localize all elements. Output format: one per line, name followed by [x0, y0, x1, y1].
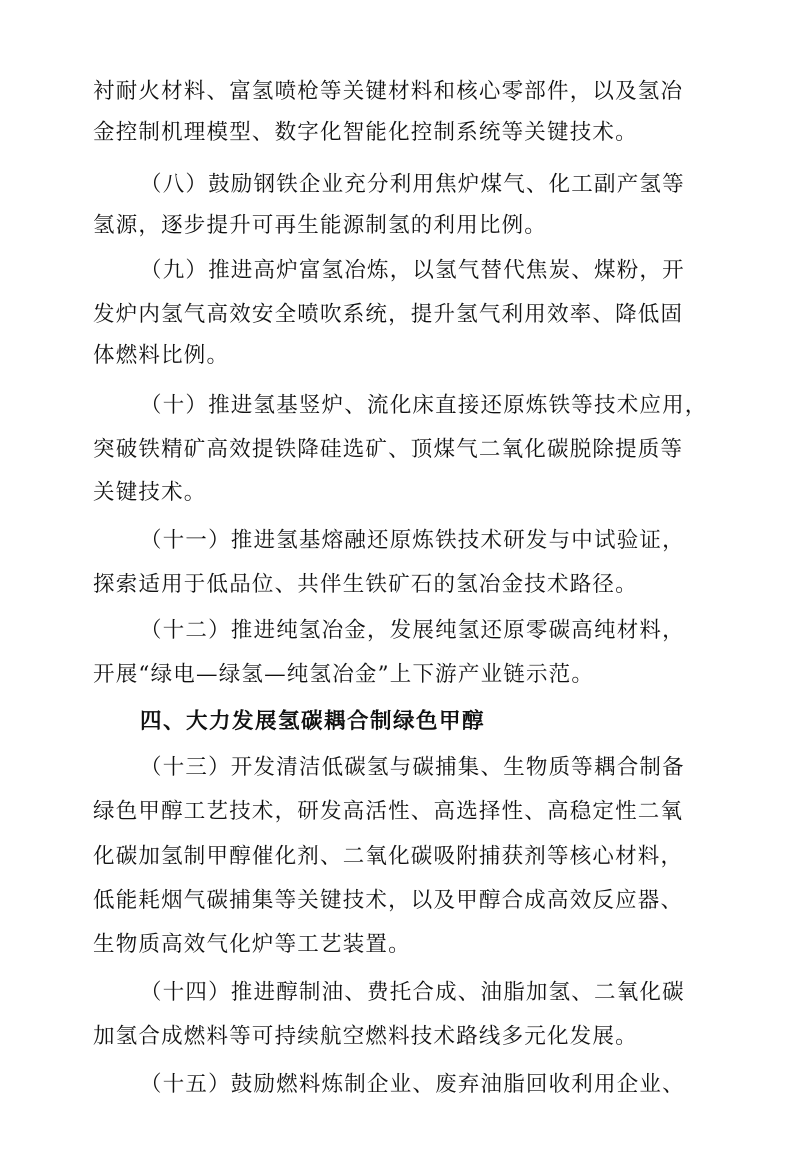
body-text-line: 化碳加氢制甲醇催化剂、二氧化碳吸附捕获剂等核心材料，: [93, 844, 684, 869]
body-text-line: 关键技术。: [93, 480, 207, 505]
paragraph-10-line: （十）推进氢基竖炉、流化床直接还原炼铁等技术应用，: [140, 393, 708, 418]
paragraph-13-line: （十三）开发清洁低碳氢与碳捕集、生物质等耦合制备: [140, 755, 685, 780]
paragraph-14-line: （十四）推进醇制油、费托合成、油脂加氢、二氧化碳: [140, 980, 685, 1005]
body-text-line: 低能耗烟气碳捕集等关键技术，以及甲醇合成高效反应器、: [93, 888, 684, 913]
body-text-line: 绿色甲醇工艺技术，研发高活性、高选择性、高稳定性二氧: [93, 799, 684, 824]
body-text-line: 突破铁精矿高效提铁降硅选矿、顶煤气二氧化碳脱除提质等: [93, 437, 684, 462]
body-text-line: 加氢合成燃料等可持续航空燃料技术路线多元化发展。: [93, 1024, 638, 1049]
paragraph-15-line: （十五）鼓励燃料炼制企业、废弃油脂回收利用企业、: [140, 1072, 685, 1097]
body-text-line: 金控制机理模型、数字化智能化控制系统等关键技术。: [93, 120, 638, 145]
section-heading: 四、大力发展氢碳耦合制绿色甲醇: [140, 709, 486, 734]
body-text-line: 生物质高效气化炉等工艺装置。: [93, 932, 411, 957]
body-text-line: 氢源，逐步提升可再生能源制氢的利用比例。: [93, 213, 548, 238]
paragraph-11-line: （十一）推进氢基熔融还原炼铁技术研发与中试验证，: [140, 528, 685, 553]
body-text-line: 体燃料比例。: [93, 343, 230, 368]
paragraph-12-line: （十二）推进纯氢冶金，发展纯氢还原零碳高纯材料，: [140, 618, 685, 643]
body-text-line: 衬耐火材料、富氢喷枪等关键材料和核心零部件，以及氢冶: [93, 79, 684, 104]
body-text-line: 发炉内氢气高效安全喷吹系统，提升氢气利用效率、降低固: [93, 302, 684, 327]
body-text-line: 探索适用于低品位、共伴生铁矿石的氢冶金技术路径。: [93, 572, 638, 597]
paragraph-9-line: （九）推进高炉富氢冶炼，以氢气替代焦炭、煤粉，开: [140, 258, 685, 283]
body-text-line: 开展“绿电—绿氢—纯氢冶金”上下游产业链示范。: [93, 662, 595, 687]
paragraph-8-line: （八）鼓励钢铁企业充分利用焦炉煤气、化工副产氢等: [140, 172, 685, 197]
